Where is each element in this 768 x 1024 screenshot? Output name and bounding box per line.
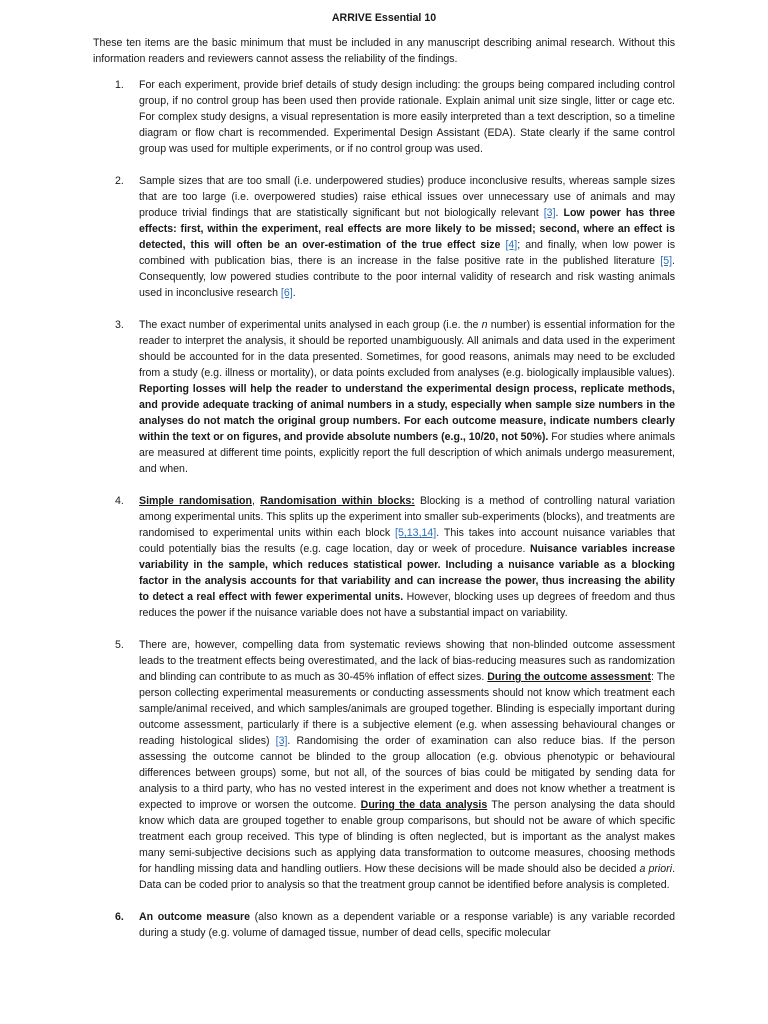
item-text: However, blocking uses up degrees of freedom and thus reduces the power if the nuisance variable does not have a substantial impact on variability. xyxy=(139,591,676,619)
item-text: number) is essential information for the reader to interpret the analysis, it should be reported unambiguously. All animals and data used in the experiment should be accounted for in the data presented. Sometimes, for good reasons, animals may need to be excluded from a study (e.g. illness or mortality), or data points excluded from analyses (e.g. biologically implausible values). xyxy=(139,319,675,379)
item-number: 1. xyxy=(115,79,124,91)
citation-link[interactable]: [6] xyxy=(280,287,293,299)
item-number: 2. xyxy=(115,175,124,187)
item-text: An outcome measure xyxy=(139,911,250,923)
item-text: , xyxy=(251,495,261,507)
item-text: n xyxy=(481,319,488,331)
item-number: 4. xyxy=(115,495,124,507)
item-text: Reporting losses will help the reader to understand the experimental design process, replicate methods, and provide adequate tracking of animal numbers in a study, especially when sample size numbers in the analyses do not match the original group numbers. For each outcome measure, indicate numbers clearly within the text or on figures, and provide absolute numbers (e.g., 10/20, not 50%). xyxy=(139,383,675,443)
list-item xyxy=(93,317,675,477)
item-text: . xyxy=(292,287,296,299)
citation-link[interactable]: [5] xyxy=(660,255,673,267)
item-text: (also known as a dependent variable or a response variable) is any variable recorded during a study (e.g. volume of damaged tissue, number of dead cells, specific molecular xyxy=(139,911,675,939)
item-text: Blocking is a method of controlling natural variation among experimental units. This splits up the experiment into smaller sub-experiments (blocks), and treatments are randomised to experimental units within each block xyxy=(139,495,675,539)
item-text: Nuisance variables increase variability in the sample, which reduces statistical power. Including a nuisance variable as a blocking factor in the analysis accounts for that variability and can increase the power, thus increasing the ability to detect a real effect with fewer experimental units. xyxy=(139,543,675,603)
item-text: . xyxy=(555,207,564,219)
item-text: The person analysing the data should know which data are grouped together to enable group comparisons, but should not be aware of which specific treatment each group received. This type of blinding is often neglected, but is important as the analyst makes many semi-subjective decisions such as applying data transformation to outcome measures, choosing methods for handling missing data and handling outliers. How these decisions will be made should also be decided xyxy=(139,799,676,875)
list-item xyxy=(93,637,675,893)
item-text: . Randomising the order of examination can also reduce bias. If the person assessing the outcome cannot be blinded to the group allocation (e.g. obvious phenotypic or behavioural differences between groups) some, but not all, of the sources of bias could be mitigated by sending data for analysis to a third party, who has no vested interest in the experiment and does not know whether a treatment is expected to improve or worsen the outcome. xyxy=(139,735,675,811)
item-text: There are, however, compelling data from systematic reviews showing that non-blinded outcome assessment leads to the treatment effects being overestimated, and the lack of bias-reducing measures such as randomization and blinding can contribute to as much as 30-45% inflation of effect sizes. xyxy=(139,639,675,683)
list-item xyxy=(93,77,675,157)
item-text: During the data analysis xyxy=(360,799,488,811)
item-text: For each experiment, provide brief details of study design including: the groups being compared including control group, if no control group has been used then provide rationale. Explain animal unit size single, litter or cage etc. For complex study designs, a visual representation is more easily interpreted than a text description, so a timeline diagram or flow chart is recommended. Experimental Design Assistant (EDA). State clearly if the same control group was used for multiple experiments, or if no control group was used. xyxy=(139,79,675,155)
item-text: Sample sizes that are too small (i.e. underpowered studies) produce inconclusive results, whereas sample sizes that are too large (i.e. overpowered studies) raise ethical issues over unnecessary use of animals and may produce trivial findings that are statistically significant but not biologically relevant xyxy=(139,175,675,219)
item-number: 3. xyxy=(115,319,124,331)
citation-link[interactable]: [3] xyxy=(275,735,288,747)
item-text: During the outcome assessment xyxy=(487,671,652,683)
item-text: . Data can be coded prior to analysis so that the treatment group cannot be identified before analysis is completed. xyxy=(139,863,676,891)
item-number: 6. xyxy=(115,911,124,923)
item-text: Randomisation within blocks: xyxy=(260,495,415,507)
item-text: For studies where animals are measured at different time points, explicitly report the full description of which animals undergo measurement, and when. xyxy=(139,431,675,475)
citation-link[interactable]: [4] xyxy=(505,239,518,251)
item-number: 5. xyxy=(115,639,124,651)
item-text: a priori xyxy=(639,863,673,875)
list-item xyxy=(93,909,675,941)
essential-items-list xyxy=(93,77,675,941)
item-text: Low power has three effects: first, within the experiment, real effects are more likely to be missed; second, where an effect is detected, this will often be an over-estimation of the true effect size xyxy=(139,207,675,251)
list-item xyxy=(93,173,675,301)
citation-link[interactable]: [5,13,14] xyxy=(395,527,437,539)
item-text: . Consequently, low powered studies contribute to the poor internal validity of research and risk wasting animals used in inconclusive research xyxy=(139,255,675,299)
list-item xyxy=(93,493,675,621)
item-text: The exact number of experimental units analysed in each group (i.e. the xyxy=(139,319,482,331)
item-text: Simple randomisation xyxy=(139,495,252,507)
item-text: ; and finally, when low power is combined with publication bias, there is an increase in the false positive rate in the published literature xyxy=(139,239,675,267)
item-text: . This takes into account nuisance variables that could potentially bias the results (e.g. cage location, day or week of procedure. xyxy=(139,527,675,555)
item-text: : The person collecting experimental measurements or conducting assessments should not know which treatment each sample/animal received, and which samples/animals are grouped together. Blinding is especially important during outcome assessment, particularly if there is a subjective element (e.g. when assessing behavioural changes or reading histological slides) xyxy=(139,671,676,747)
citation-link[interactable]: [3] xyxy=(543,207,556,219)
intro-paragraph: These ten items are the basic minimum that must be included in any manuscript describing animal research. Without this information readers and reviewers cannot assess the reliability of the findings. xyxy=(93,37,675,65)
document-title: ARRIVE Essential 10 xyxy=(331,12,437,24)
